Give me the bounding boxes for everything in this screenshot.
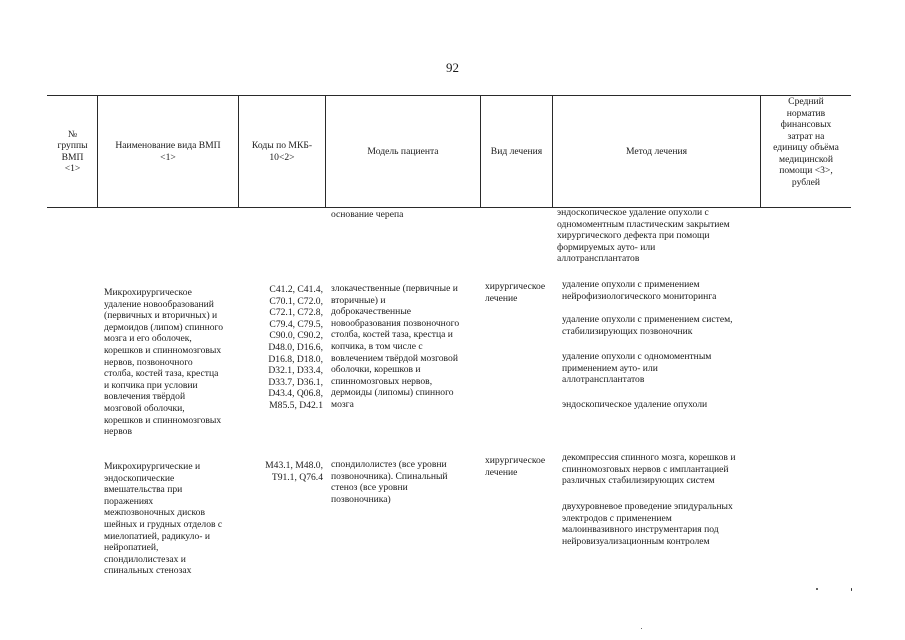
row-1-vmp-name: Микрохирургическое удаление новообразований (первичных и вторичных) и дермоидов (липом) спинного мозга и его оболочек, корешков и спинномозговых нервов, позвоночного столба, костей таза, крестца и копчика при условии вовлечения твёрдой мозговой оболочки, корешков и спинномозговых нервов — [104, 287, 224, 438]
scan-speck — [851, 588, 852, 591]
row-0-method-0: эндоскопическое удаление опухоли с одномоментным пластическим закрытием хирургического дефекта при помощи формируемых ауто- или аллотрансплантатов — [557, 207, 730, 265]
row-2-icd-codes: M43.1, M48.0, T91.1, Q76.4 — [265, 460, 323, 483]
row-2-method-0: декомпрессия спинного мозга, корешков и спинномозговых нервов с имплантацией различных стабилизирующих систем — [562, 452, 736, 487]
header-average-cost: Средний норматив финансовых затрат на единицу объёма медицинской помощи <3>, рублей — [773, 96, 839, 188]
scan-speck — [641, 628, 642, 629]
row-2-vmp-name: Микрохирургические и эндоскопические вмешательства при поражениях межпозвоночных дисков шейных и грудных отделов с миелопатией, радикуло- и нейропатией, спондилолистезах и спинальных стенозах — [104, 461, 223, 577]
row-2-patient-model: спондилолистез (все уровни позвоночника). Спинальный стеноз (все уровни позвоночника) — [331, 459, 448, 505]
row-1-method-1: удаление опухоли с применением систем, стабилизирующих позвоночник — [562, 314, 733, 337]
row-1-patient-model: злокачественные (первичные и вторичные) и доброкачественные новообразования позвоночного столба, костей таза, крестца и копчика, в том числе с вовлечением твёрдой мозговой оболочки, корешков и спинномозговых нервов, дермоиды (липомы) спинного мозга — [331, 283, 460, 410]
row-1-method-2: удаление опухоли с одномоментным применением ауто- или аллотрансплантатов — [562, 351, 712, 386]
header-group-number: № группы ВМП <1> — [57, 128, 88, 174]
row-2-method-1: двухуровневое проведение эпидуральных электродов с применением малоинвазивного инструментария под нейровизуализационным контролем — [562, 501, 733, 547]
header-treatment-method: Метод лечения — [625, 145, 688, 157]
row-2-treatment-type: хирургическое лечение — [485, 455, 546, 478]
header-patient-model: Модель пациента — [367, 145, 439, 157]
row-1-treatment-type: хирургическое лечение — [485, 281, 546, 304]
row-1-method-0: удаление опухоли с применением нейрофизиологического мониторинга — [562, 279, 717, 302]
header-vmp-name: Наименование вида ВМП <1> — [115, 140, 221, 163]
header-icd-codes: Коды по МКБ- 10<2> — [251, 140, 313, 163]
header-treatment-type: Вид лечения — [490, 145, 543, 157]
row-1-icd-codes: C41.2, C41.4, C70.1, C72.0, C72.1, C72.8, C79.4, C79.5, C90.0, C90.2, D48.0, D16.6, D16.8, D18.0, D32.1, D33.4, D33.7, D36.1, D43.4, Q06.8, M85.5, D42.1 — [268, 284, 323, 411]
scan-speck — [816, 588, 818, 590]
row-1-method-3: эндоскопическое удаление опухоли — [562, 399, 708, 410]
row-0-model: основание черепа — [331, 209, 404, 220]
page-number: 92 — [446, 60, 459, 75]
